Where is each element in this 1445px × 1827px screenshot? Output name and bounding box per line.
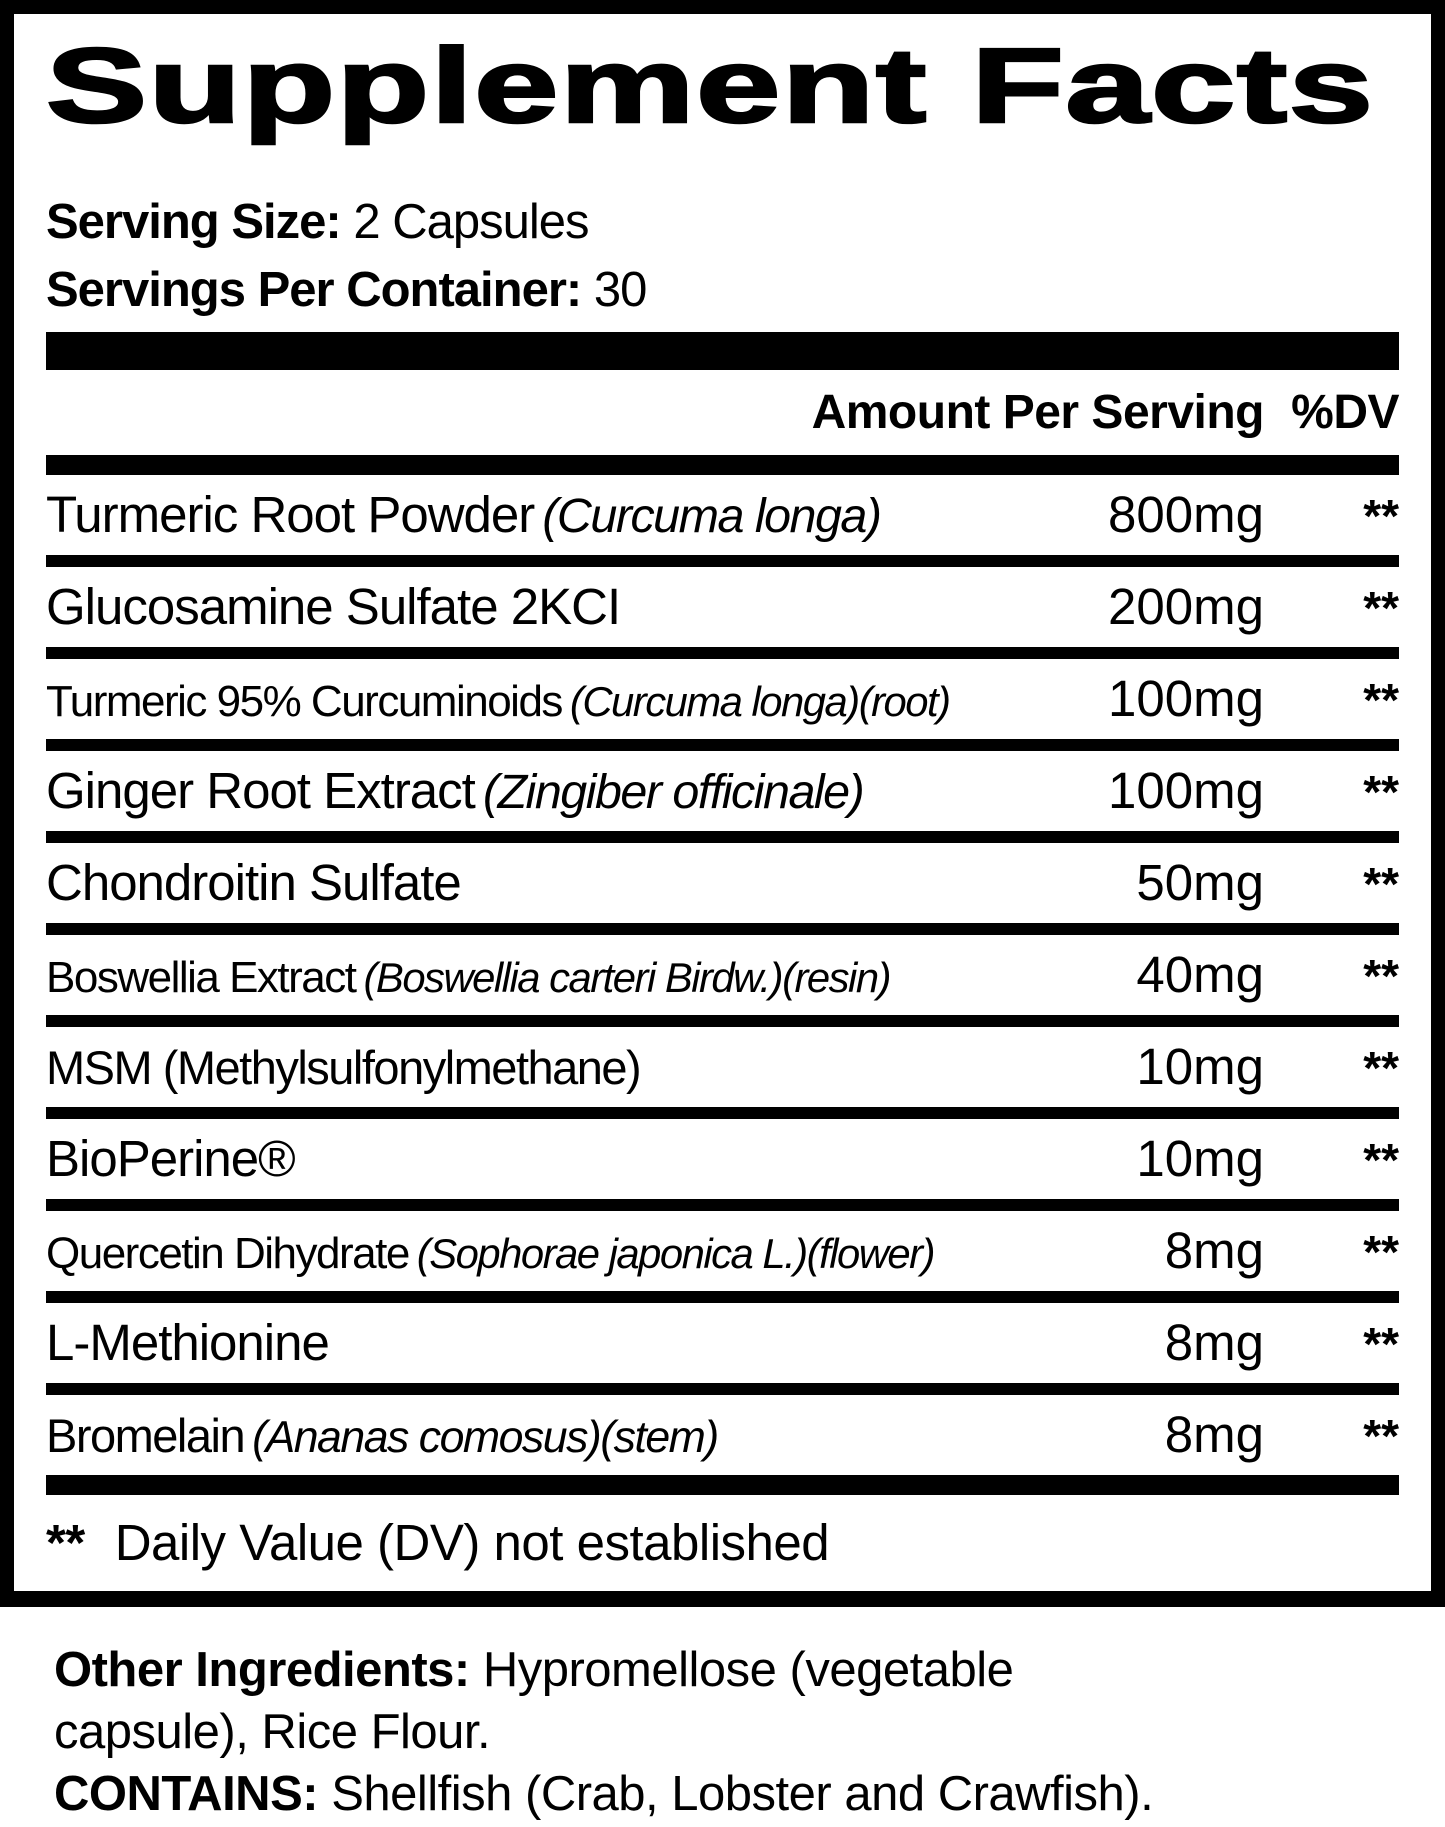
- ingredient-amount: 100mg: [1108, 762, 1264, 819]
- footnote-marker: **: [46, 1514, 85, 1571]
- contains-line: [54, 1763, 1423, 1825]
- ingredient-amount: 40mg: [1136, 946, 1264, 1003]
- ingredient-dv: **: [1363, 1134, 1399, 1186]
- other-ingredients-line2: capsule), Rice Flour.: [54, 1705, 491, 1759]
- ingredient-latin: (Boswellia carteri Birdw.)(resin): [363, 954, 891, 1001]
- ingredient-name: Chondroitin Sulfate: [46, 854, 461, 911]
- ingredient-amount: 8mg: [1164, 1222, 1264, 1279]
- ingredient-amount: 100mg: [1108, 670, 1264, 727]
- ingredient-name: Glucosamine Sulfate 2KCI: [46, 578, 621, 635]
- ingredient-row: [46, 1303, 1399, 1383]
- ingredient-name: Turmeric 95% Curcuminoids: [46, 677, 562, 726]
- ingredient-row: [46, 567, 1399, 647]
- ingredient-row: [46, 475, 1399, 555]
- ingredient-latin: (Curcuma longa)(root): [569, 678, 950, 725]
- servings-per-container-value: 30: [593, 263, 647, 317]
- ingredient-name: L-Methionine: [46, 1314, 329, 1371]
- ingredient-name: Ginger Root Extract: [46, 762, 475, 819]
- ingredient-row: [46, 1119, 1399, 1199]
- ingredient-name: MSM (Methylsulfonylmethane): [46, 1041, 641, 1094]
- header-amount-per-serving: Amount Per Serving: [811, 386, 1264, 439]
- ingredient-latin: (Ananas comosus)(stem): [252, 1413, 718, 1462]
- ingredient-name: Bromelain: [46, 1409, 245, 1462]
- ingredient-amount: 200mg: [1108, 578, 1264, 635]
- ingredient-dv: **: [1363, 1226, 1399, 1278]
- ingredient-dv: **: [1363, 1042, 1399, 1094]
- ingredient-dv: **: [1363, 766, 1399, 818]
- other-ingredients-section: [0, 1607, 1445, 1825]
- panel-title: Supplement Facts: [46, 27, 1375, 145]
- ingredient-latin: (Curcuma longa): [542, 489, 881, 543]
- serving-size-label: Serving Size:: [46, 195, 341, 249]
- ingredient-amount: 8mg: [1164, 1314, 1264, 1371]
- ingredient-row: [46, 935, 1399, 1015]
- table-header: [46, 370, 1399, 455]
- servings-per-container-label: Servings Per Container:: [46, 263, 582, 317]
- row-separator: [46, 555, 1399, 567]
- ingredient-dv: **: [1363, 950, 1399, 1002]
- other-ingredients-label: Other Ingredients:: [54, 1643, 470, 1697]
- ingredient-amount: 10mg: [1136, 1038, 1264, 1095]
- ingredient-dv: **: [1363, 1410, 1399, 1462]
- row-separator: [46, 831, 1399, 843]
- other-ingredients-line1: [54, 1639, 1423, 1701]
- ingredient-dv: **: [1363, 674, 1399, 726]
- ingredient-row: [46, 1395, 1399, 1475]
- ingredient-name: BioPerine®: [46, 1130, 295, 1187]
- ingredient-row: [46, 659, 1399, 739]
- header-dv: %DV: [1291, 386, 1399, 439]
- dv-footnote: [46, 1495, 1399, 1573]
- row-separator: [46, 1383, 1399, 1395]
- row-separator: [46, 1199, 1399, 1211]
- ingredient-dv: **: [1363, 582, 1399, 634]
- ingredient-amount: 10mg: [1136, 1130, 1264, 1187]
- ingredient-name: Boswellia Extract: [46, 953, 356, 1002]
- ingredient-dv: **: [1363, 858, 1399, 910]
- other-ingredients-text1: Hypromellose (vegetable: [482, 1643, 1014, 1697]
- row-separator: [46, 647, 1399, 659]
- ingredient-row: [46, 751, 1399, 831]
- ingredient-latin: (Sophorae japonica L.)(flower): [416, 1230, 935, 1277]
- row-separator: [46, 923, 1399, 935]
- ingredient-row: [46, 1211, 1399, 1291]
- contains-label: CONTAINS:: [54, 1767, 319, 1821]
- footnote-text: Daily Value (DV) not established: [114, 1514, 830, 1571]
- ingredient-row: [46, 843, 1399, 923]
- ingredient-dv: **: [1363, 490, 1399, 542]
- ingredient-row: [46, 1027, 1399, 1107]
- ingredient-name: Quercetin Dihydrate: [46, 1229, 409, 1278]
- ingredient-amount: 8mg: [1164, 1406, 1264, 1463]
- contains-text: Shellfish (Crab, Lobster and Crawfish).: [331, 1767, 1154, 1821]
- servings-per-container-line: [46, 256, 1399, 324]
- serving-size-value: 2 Capsules: [353, 195, 589, 249]
- serving-size-line: [46, 188, 1399, 256]
- ingredient-amount: 800mg: [1108, 486, 1264, 543]
- ingredient-amount: 50mg: [1136, 854, 1264, 911]
- divider-below-header: [46, 455, 1399, 475]
- ingredient-name: Turmeric Root Powder: [46, 486, 535, 543]
- ingredient-latin: (Zingiber officinale): [482, 765, 864, 819]
- divider-above-footnote: [46, 1475, 1399, 1495]
- divider-thick-top: [46, 332, 1399, 370]
- serving-info: [46, 188, 1399, 324]
- ingredient-dv: **: [1363, 1318, 1399, 1370]
